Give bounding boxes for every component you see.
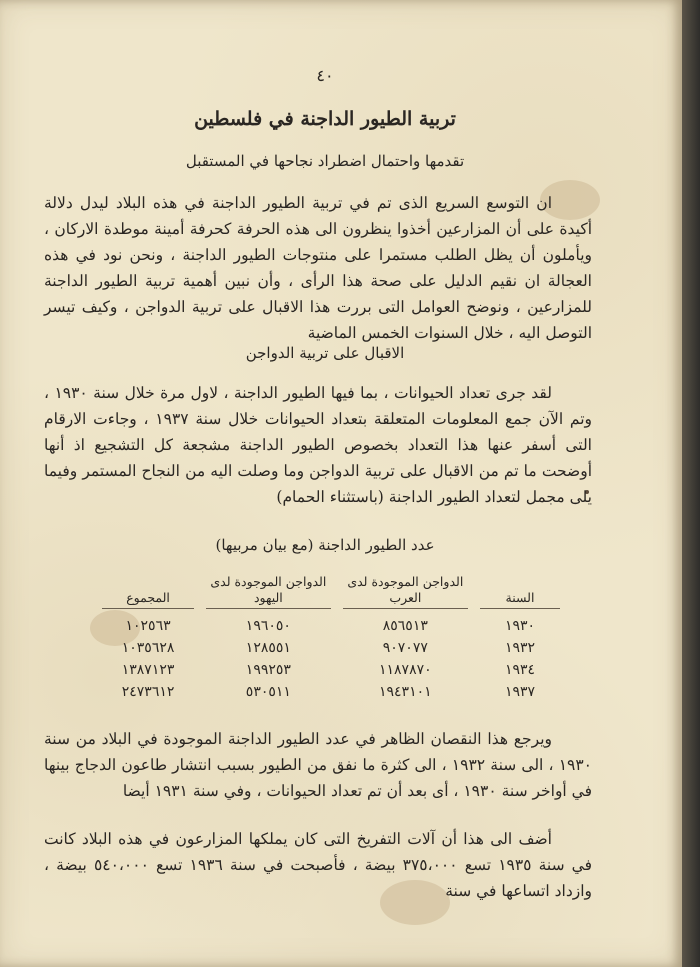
paragraph-incubators — [44, 826, 592, 904]
cell-arabs: ٩٠٧٠٧٧ — [382, 640, 428, 656]
header-total: المجموع — [96, 574, 200, 615]
table-row — [96, 637, 566, 659]
page-subtitle: تقدمها واحتمال اضطراد نجاحها في المستقبل — [185, 152, 465, 170]
section-heading: الاقبال على تربية الدواجن — [245, 344, 405, 362]
cell-jews: ١٩٩٢٥٣ — [245, 662, 291, 678]
table-row — [96, 681, 566, 703]
cell-jews: ١٩٦٠٥٠ — [245, 618, 291, 634]
header-year: السنة — [474, 574, 566, 615]
cell-jews: ٥٣٠٥١١ — [245, 684, 291, 700]
cell-arabs: ٨٥٦٥١٣ — [382, 618, 428, 634]
header-jews: الدواجن الموجودة لدى اليهود — [200, 574, 337, 615]
table-caption: عدد الطيور الداجنة (مع بيان مربيها) — [215, 536, 435, 554]
cell-year: ١٩٣٤ — [504, 662, 536, 678]
paragraph-census — [44, 380, 592, 510]
paragraph-text: لقد جرى تعداد الحيوانات ، بما فيها الطيور الداجنة ، لاول مرة خلال سنة ١٩٣٠ ، وتم الآن جمع المعلومات المتعلقة بتعداد الحيوانات خلال سنة ١٩٣٧ ، وجاءت الارقام التى أسفر عنها هذا التعداد بخصوص الطيور الداجنة مشجعة كل التشجيع اذ أنها أوضحت ما تم من الاقبال على تربية الدواجن وما وصلت اليه من النجاح المستمر وفيما يلى مجمل لتعداد الطيور الداجنة (باستثناء الحمام) — [44, 384, 592, 506]
cell-arabs: ١١٨٧٨٧٠ — [378, 662, 432, 678]
cell-total: ٢٤٧٣٦١٢ — [121, 684, 175, 700]
paragraph-text: ان التوسع السريع الذى تم في تربية الطيور الداجنة في هذه البلاد ليدل دلالة أكيدة على أن المزارعين أخذوا ينظرون الى هذه الحرفة كحرفة أمينة موطدة الاركان ، ويأملون أن يظل الطلب مستمرا على منتوجات الطيور الداجنة ، ونحن نود في هذه العجالة ان نقيم الدليل على صحة هذا الرأى ، وأن نبين أهمية تربية الطيور الداجنة للمزارعين ، ونوضح العوامل التى بررت هذا الاقبال على تربية الدواجن ، وكيف تيسر التوصل اليه ، خلال السنوات الخمس الماضية — [44, 194, 592, 342]
cell-total: ١٠٢٥٦٣ — [125, 618, 171, 634]
page-number: ٤٠ — [316, 66, 334, 85]
paragraph-text: ويرجع هذا النقصان الظاهر في عدد الطيور الداجنة الموجودة في البلاد من سنة ١٩٣٠ ، الى سنة ١٩٣٢ ، الى كثرة ما نفق من الطيور بسبب انتشار طاعون الدجاج بينها في أواخر سنة ١٩٣٠ ، أى بعد أن تم تعداد الحيوانات ، وفي سنة ١٩٣١ أيضا — [44, 730, 592, 800]
table-header-row — [96, 574, 566, 615]
cell-jews: ١٢٨٥٥١ — [245, 640, 291, 656]
cell-arabs: ١٩٤٣١٠١ — [378, 684, 432, 700]
cell-total: ١٣٨٧١٢٣ — [121, 662, 175, 678]
cell-total: ١٠٣٥٦٢٨ — [121, 640, 175, 656]
book-edge — [682, 0, 700, 967]
table-row — [96, 659, 566, 681]
paragraph-decline — [44, 726, 592, 804]
cell-year: ١٩٣٢ — [504, 640, 536, 656]
cell-year: ١٩٣٧ — [504, 684, 536, 700]
table-row — [96, 615, 566, 637]
page-title: تربية الطيور الداجنة في فلسطين — [194, 108, 456, 130]
poultry-table — [96, 574, 566, 703]
header-arabs: الدواجن الموجودة لدى العرب — [337, 574, 474, 615]
paragraph-intro — [44, 190, 592, 346]
paragraph-text: أضف الى هذا أن آلات التفريخ التى كان يملكها المزارعون في هذه البلاد كانت في سنة ١٩٣٥ تسع ٣٧٥،٠٠٠ بيضة ، فأصبحت في سنة ١٩٣٦ تسع ٥٤٠،٠٠٠ بيضة ، وازداد اتساعها في سنة — [44, 830, 592, 900]
cell-year: ١٩٣٠ — [504, 618, 536, 634]
